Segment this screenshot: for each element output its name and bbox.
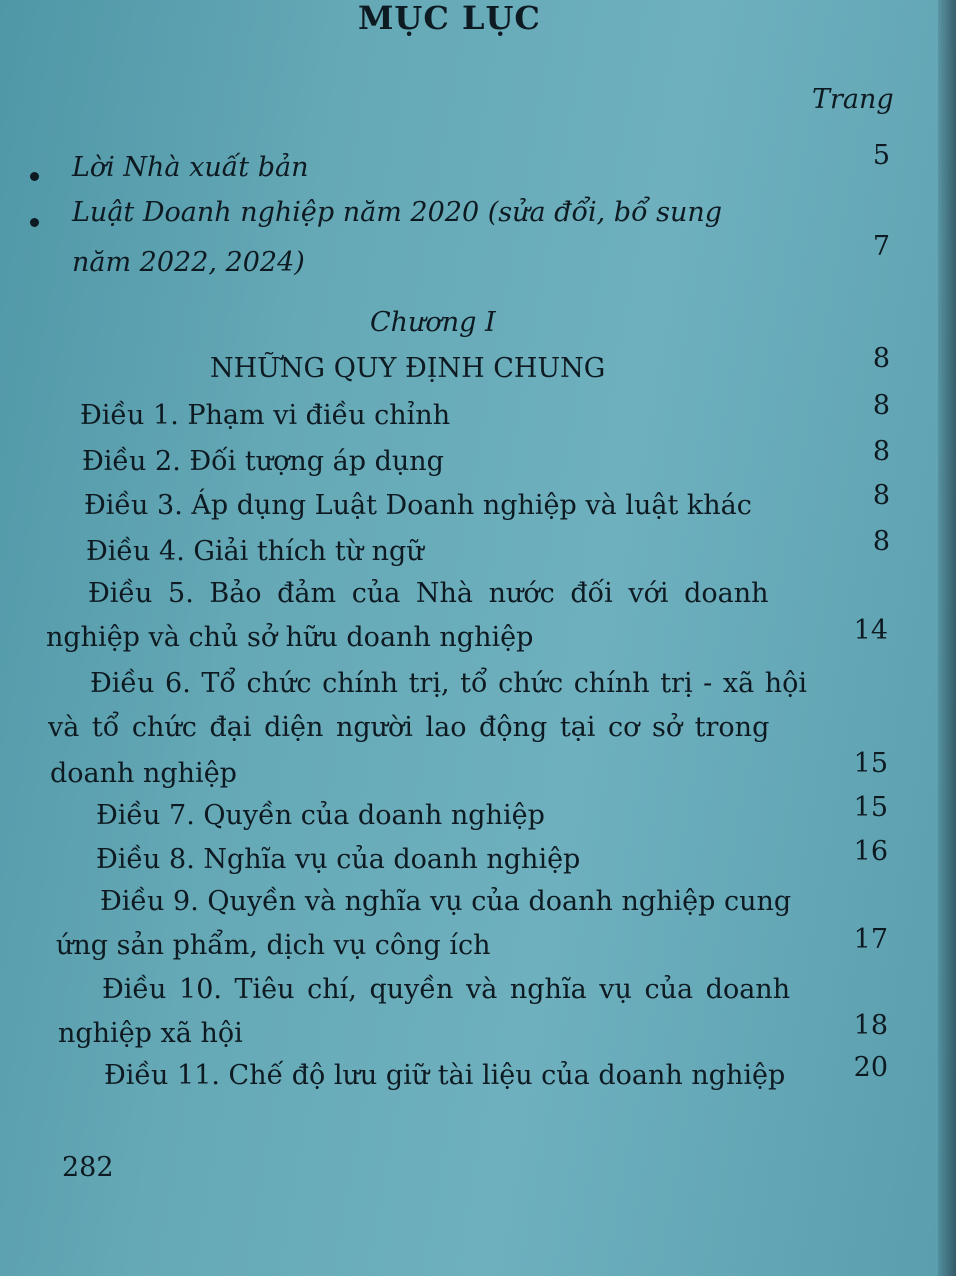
toc-entry-line1: Điều 6. Tổ chức chính trị, tổ chức chính trị - xã hội bbox=[90, 668, 808, 699]
toc-entry-page: 20 bbox=[853, 1052, 888, 1083]
toc-entry: Điều 7. Quyền của doanh nghiệp bbox=[96, 800, 545, 831]
toc-entry: Điều 4. Giải thích từ ngữ bbox=[86, 536, 424, 567]
toc-entry-page: 15 bbox=[853, 748, 888, 779]
page-number: 282 bbox=[62, 1152, 114, 1183]
toc-entry-page: 17 bbox=[853, 924, 888, 955]
toc-entry-line2: nghiệp xã hội bbox=[58, 1018, 243, 1049]
toc-entry-law-line1: Luật Doanh nghiệp năm 2020 (sửa đổi, bổ sung bbox=[72, 197, 723, 228]
toc-entry-line3: doanh nghiệp bbox=[50, 758, 237, 789]
toc-page-law: 7 bbox=[872, 231, 890, 262]
toc-entry-line2: nghiệp và chủ sở hữu doanh nghiệp bbox=[46, 622, 534, 653]
toc-entry: Điều 11. Chế độ lưu giữ tài liệu của doanh nghiệp bbox=[104, 1060, 786, 1091]
toc-entry: Điều 1. Phạm vi điều chỉnh bbox=[80, 400, 451, 431]
toc-title: MỤC LỤC bbox=[358, 0, 541, 37]
toc-page-publisher-note: 5 bbox=[872, 140, 890, 171]
toc-entry-page: 18 bbox=[853, 1010, 888, 1041]
toc-entry: Điều 2. Đối tượng áp dụng bbox=[82, 446, 444, 477]
page-edge-shadow bbox=[938, 0, 956, 1276]
chapter-label: Chương I bbox=[370, 307, 496, 338]
toc-entry-line1: Điều 10. Tiêu chí, quyền và nghĩa vụ của doanh bbox=[102, 974, 791, 1005]
toc-entry-page: 8 bbox=[872, 480, 890, 511]
toc-entry-line2: ứng sản phẩm, dịch vụ công ích bbox=[56, 930, 491, 961]
toc-entry-publisher-note: Lời Nhà xuất bản bbox=[72, 152, 309, 183]
toc-entry-page: 8 bbox=[872, 436, 890, 467]
toc-entry-page: 16 bbox=[853, 836, 888, 867]
toc-entry-line2: và tổ chức đại diện người lao động tại cơ sở trong bbox=[48, 712, 770, 743]
toc-entry-line1: Điều 9. Quyền và nghĩa vụ của doanh nghiệp cung bbox=[100, 886, 792, 917]
toc-entry-page: 15 bbox=[853, 792, 888, 823]
toc-entry-page: 14 bbox=[853, 615, 888, 646]
toc-entry: Điều 8. Nghĩa vụ của doanh nghiệp bbox=[96, 844, 581, 875]
bullet-icon bbox=[30, 218, 39, 227]
toc-entry-law-line2: năm 2022, 2024) bbox=[72, 247, 305, 278]
toc-entry: Điều 3. Áp dụng Luật Doanh nghiệp và luật khác bbox=[84, 490, 752, 521]
toc-entry-page: 8 bbox=[872, 526, 890, 557]
chapter-name: NHỮNG QUY ĐỊNH CHUNG bbox=[210, 353, 606, 384]
page-column-header: Trang bbox=[812, 84, 894, 115]
toc-entry-line1: Điều 5. Bảo đảm của Nhà nước đối với doanh bbox=[88, 578, 769, 609]
chapter-page: 8 bbox=[872, 343, 890, 374]
bullet-icon bbox=[30, 172, 39, 181]
toc-entry-page: 8 bbox=[872, 390, 890, 421]
